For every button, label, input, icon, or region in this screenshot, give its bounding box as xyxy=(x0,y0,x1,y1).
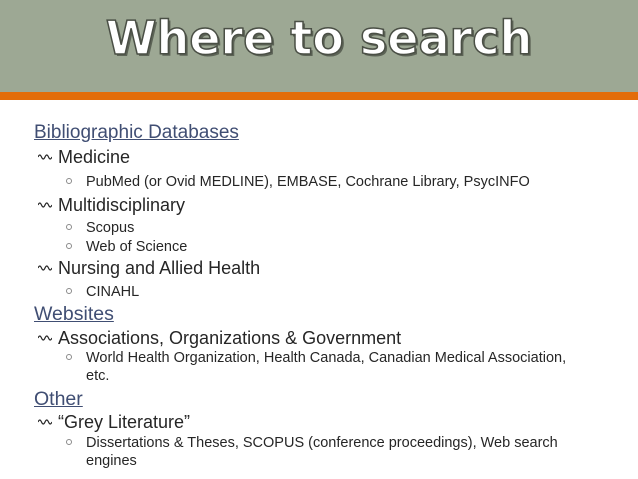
sub-bullet-label: Web of Science xyxy=(86,239,188,255)
wave-bullet-icon xyxy=(38,201,46,209)
bullet-label: Multidisciplinary xyxy=(58,195,186,215)
hollow-circle-bullet-icon xyxy=(66,288,72,294)
slide-title: Where to search xyxy=(105,11,533,65)
accent-rule xyxy=(0,92,638,100)
section-heading-other: Other xyxy=(34,388,83,410)
bullet-label: “Grey Literature” xyxy=(58,412,191,432)
wave-bullet-icon xyxy=(38,418,46,426)
sub-bullet-label: Dissertations & Theses, SCOPUS (conference proceedings), Web search engines xyxy=(86,435,558,469)
title-bar xyxy=(0,0,638,92)
wave-bullet-icon xyxy=(38,153,46,161)
hollow-circle-bullet-icon xyxy=(66,178,72,184)
hollow-circle-bullet-icon xyxy=(66,439,72,445)
hollow-circle-bullet-icon xyxy=(66,224,72,230)
sub-bullet-label: PubMed (or Ovid MEDLINE), EMBASE, Cochrane Library, PsycINFO xyxy=(86,174,530,190)
wave-bullet-icon xyxy=(38,334,46,342)
sub-bullet-label: CINAHL xyxy=(86,284,140,300)
section-heading-websites: Websites xyxy=(34,303,114,325)
bullet-label: Nursing and Allied Health xyxy=(58,258,261,278)
bullet-label: Medicine xyxy=(58,147,131,167)
hollow-circle-bullet-icon xyxy=(66,354,72,360)
sub-bullet-label: Scopus xyxy=(86,220,135,236)
sub-bullet-label: World Health Organization, Health Canada, Canadian Medical Association, etc. xyxy=(86,350,567,384)
hollow-circle-bullet-icon xyxy=(66,243,72,249)
wave-bullet-icon xyxy=(38,264,46,272)
section-heading-bibliographic: Bibliographic Databases xyxy=(34,122,239,143)
bullet-label: Associations, Organizations & Government xyxy=(58,328,402,348)
